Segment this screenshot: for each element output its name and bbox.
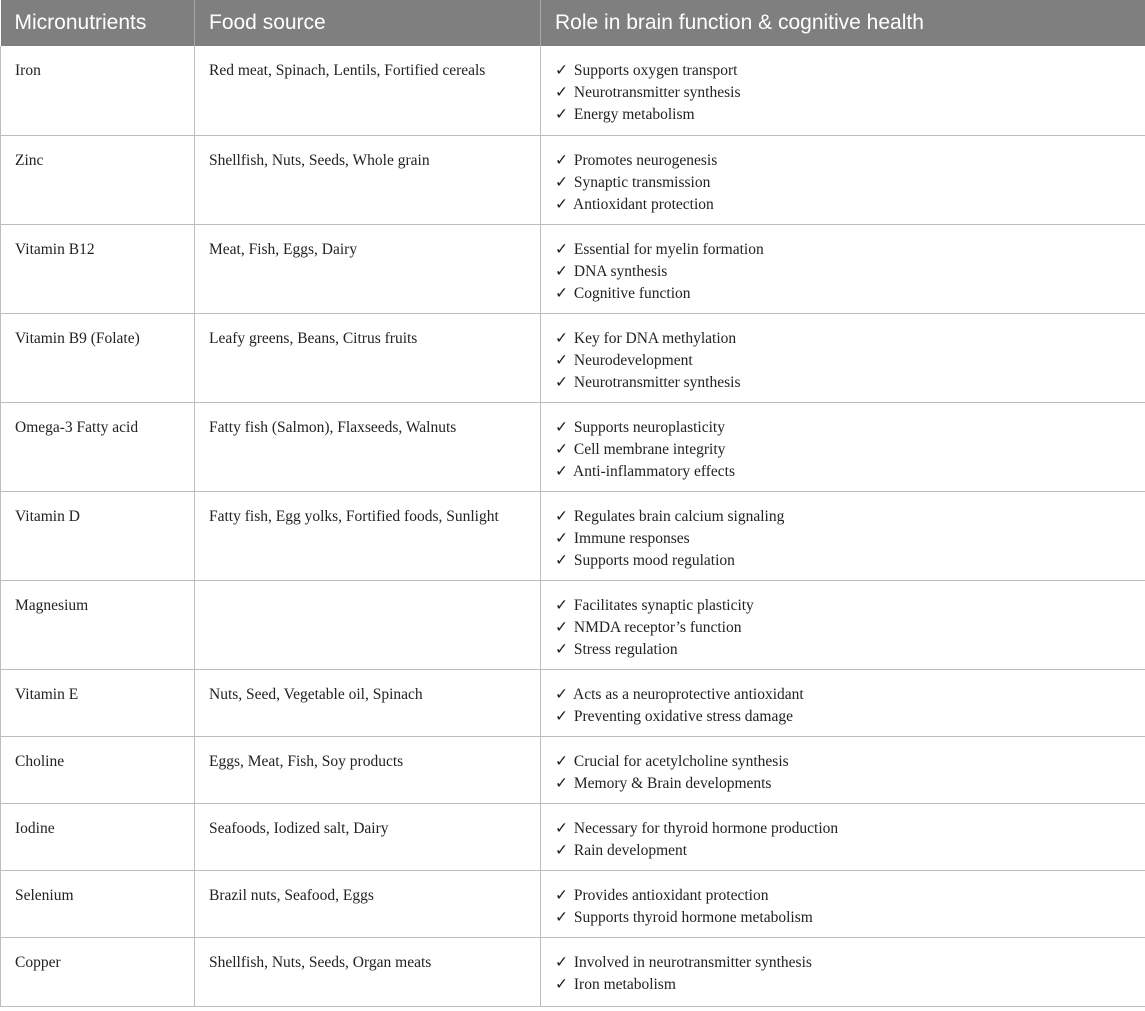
nutrient-cell: Vitamin B12 [1,224,195,313]
role-item [555,461,1131,483]
checkmark-icon: ✓ [555,351,568,369]
role-item [555,684,1131,706]
role-item [555,372,1131,394]
role-text: Acts as a neuroprotective antioxidant [573,685,804,703]
table-row [1,937,1145,1006]
role-cell [541,580,1145,669]
checkmark-icon: ✓ [555,240,568,258]
table-row [1,46,1145,135]
role-item [555,328,1131,350]
nutrient-cell: Choline [1,736,195,803]
role-item [555,773,1131,795]
checkmark-icon: ✓ [555,908,568,926]
header-row [1,0,1145,46]
role-cell [541,313,1145,402]
role-item [555,194,1131,216]
role-text: Supports oxygen transport [573,62,738,79]
role-cell [541,870,1145,937]
food-source-cell: Seafoods, Iodized salt, Dairy [195,803,541,870]
nutrient-cell: Copper [1,937,195,1006]
table-body [1,46,1145,1006]
role-item [555,639,1131,661]
role-text: Promotes neurogenesis [573,151,718,169]
role-text: Neurotransmitter synthesis [573,84,741,101]
checkmark-icon: ✓ [555,953,568,971]
checkmark-icon: ✓ [555,373,568,391]
role-text: Anti-inflammatory effects [573,462,736,480]
checkmark-icon: ✓ [555,106,568,123]
role-item [555,417,1131,439]
table-row [1,135,1145,224]
role-text: Regulates brain calcium signaling [573,507,785,525]
role-item [555,550,1131,572]
role-item [555,907,1131,929]
role-cell [541,669,1145,736]
role-item [555,104,1131,126]
role-text: Antioxidant protection [573,195,714,213]
role-text: Immune responses [573,529,690,547]
role-text: Synaptic transmission [573,173,711,191]
table-row [1,224,1145,313]
role-text: Supports thyroid hormone metabolism [573,908,813,926]
role-text: Involved in neurotransmitter synthesis [573,953,812,971]
role-item [555,952,1131,974]
checkmark-icon: ✓ [555,596,568,614]
checkmark-icon: ✓ [555,841,568,859]
table-row [1,491,1145,580]
checkmark-icon: ✓ [555,284,568,302]
nutrient-cell: Omega-3 Fatty acid [1,402,195,491]
role-text: Memory & Brain developments [573,774,772,792]
checkmark-icon: ✓ [555,462,568,480]
food-source-cell: Shellfish, Nuts, Seeds, Organ meats [195,937,541,1006]
checkmark-icon: ✓ [555,262,568,280]
food-source-cell: Fatty fish, Egg yolks, Fortified foods, Sunlight [195,491,541,580]
table-row [1,669,1145,736]
role-item [555,350,1131,372]
table-row [1,402,1145,491]
checkmark-icon: ✓ [555,329,568,347]
role-item [555,528,1131,550]
role-text: DNA synthesis [573,262,668,280]
food-source-cell: Shellfish, Nuts, Seeds, Whole grain [195,135,541,224]
food-source-cell: Leafy greens, Beans, Citrus fruits [195,313,541,402]
role-item [555,595,1131,617]
food-source-cell: Eggs, Meat, Fish, Soy products [195,736,541,803]
role-text: Preventing oxidative stress damage [573,707,793,725]
role-cell [541,803,1145,870]
role-text: Necessary for thyroid hormone production [573,819,839,837]
table-row [1,580,1145,669]
header-food-source: Food source [195,0,541,46]
role-cell [541,46,1145,135]
checkmark-icon: ✓ [555,774,568,792]
nutrient-cell: Zinc [1,135,195,224]
checkmark-icon: ✓ [555,975,568,993]
role-text: Provides antioxidant protection [573,886,769,904]
role-text: Facilitates synaptic plasticity [573,596,754,614]
role-cell [541,937,1145,1006]
role-item [555,60,1131,82]
role-text: Rain development [573,841,688,859]
role-text: NMDA receptor’s function [573,618,742,636]
role-item [555,885,1131,907]
role-item [555,818,1131,840]
checkmark-icon: ✓ [555,418,568,436]
role-cell [541,736,1145,803]
nutrient-cell: Iodine [1,803,195,870]
food-source-cell: Fatty fish (Salmon), Flaxseeds, Walnuts [195,402,541,491]
table-row [1,736,1145,803]
role-text: Crucial for acetylcholine synthesis [573,752,789,770]
role-item [555,706,1131,728]
role-item [555,150,1131,172]
checkmark-icon: ✓ [555,529,568,547]
checkmark-icon: ✓ [555,195,568,213]
role-item [555,840,1131,862]
role-text: Key for DNA methylation [573,329,737,347]
checkmark-icon: ✓ [555,507,568,525]
nutrient-cell: Vitamin E [1,669,195,736]
checkmark-icon: ✓ [555,151,568,169]
role-text: Supports neuroplasticity [573,418,725,436]
nutrient-cell: Iron [1,46,195,135]
food-source-cell: Red meat, Spinach, Lentils, Fortified cereals [195,46,541,135]
table-row [1,313,1145,402]
checkmark-icon: ✓ [555,752,568,770]
table-row [1,803,1145,870]
role-item [555,617,1131,639]
nutrient-cell: Selenium [1,870,195,937]
role-item [555,172,1131,194]
role-cell [541,135,1145,224]
checkmark-icon: ✓ [555,84,568,101]
checkmark-icon: ✓ [555,62,568,79]
food-source-cell: Brazil nuts, Seafood, Eggs [195,870,541,937]
role-text: Supports mood regulation [573,551,735,569]
checkmark-icon: ✓ [555,819,568,837]
checkmark-icon: ✓ [555,640,568,658]
food-source-cell [195,580,541,669]
checkmark-icon: ✓ [555,618,568,636]
header-micronutrients: Micronutrients [1,0,195,46]
role-text: Energy metabolism [573,106,695,123]
role-item [555,239,1131,261]
role-text: Essential for myelin formation [573,240,764,258]
checkmark-icon: ✓ [555,173,568,191]
role-text: Cell membrane integrity [573,440,726,458]
role-text: Cognitive function [573,284,691,302]
food-source-cell: Meat, Fish, Eggs, Dairy [195,224,541,313]
table-row [1,870,1145,937]
role-text: Neurodevelopment [573,351,693,369]
role-cell [541,224,1145,313]
nutrient-cell: Vitamin B9 (Folate) [1,313,195,402]
role-item [555,82,1131,104]
role-item [555,974,1131,996]
role-item [555,439,1131,461]
nutrient-cell: Vitamin D [1,491,195,580]
role-item [555,283,1131,305]
nutrient-cell: Magnesium [1,580,195,669]
checkmark-icon: ✓ [555,707,568,725]
checkmark-icon: ✓ [555,886,568,904]
role-text: Stress regulation [573,640,678,658]
checkmark-icon: ✓ [555,551,568,569]
role-item [555,506,1131,528]
header-role: Role in brain function & cognitive health [555,11,924,34]
role-item [555,751,1131,773]
role-text: Iron metabolism [573,975,676,993]
checkmark-icon: ✓ [555,440,568,458]
role-item [555,261,1131,283]
checkmark-icon: ✓ [555,685,568,703]
role-text: Neurotransmitter synthesis [573,373,741,391]
food-source-cell: Nuts, Seed, Vegetable oil, Spinach [195,669,541,736]
role-cell [541,491,1145,580]
role-cell [541,402,1145,491]
table-header [1,0,1145,46]
